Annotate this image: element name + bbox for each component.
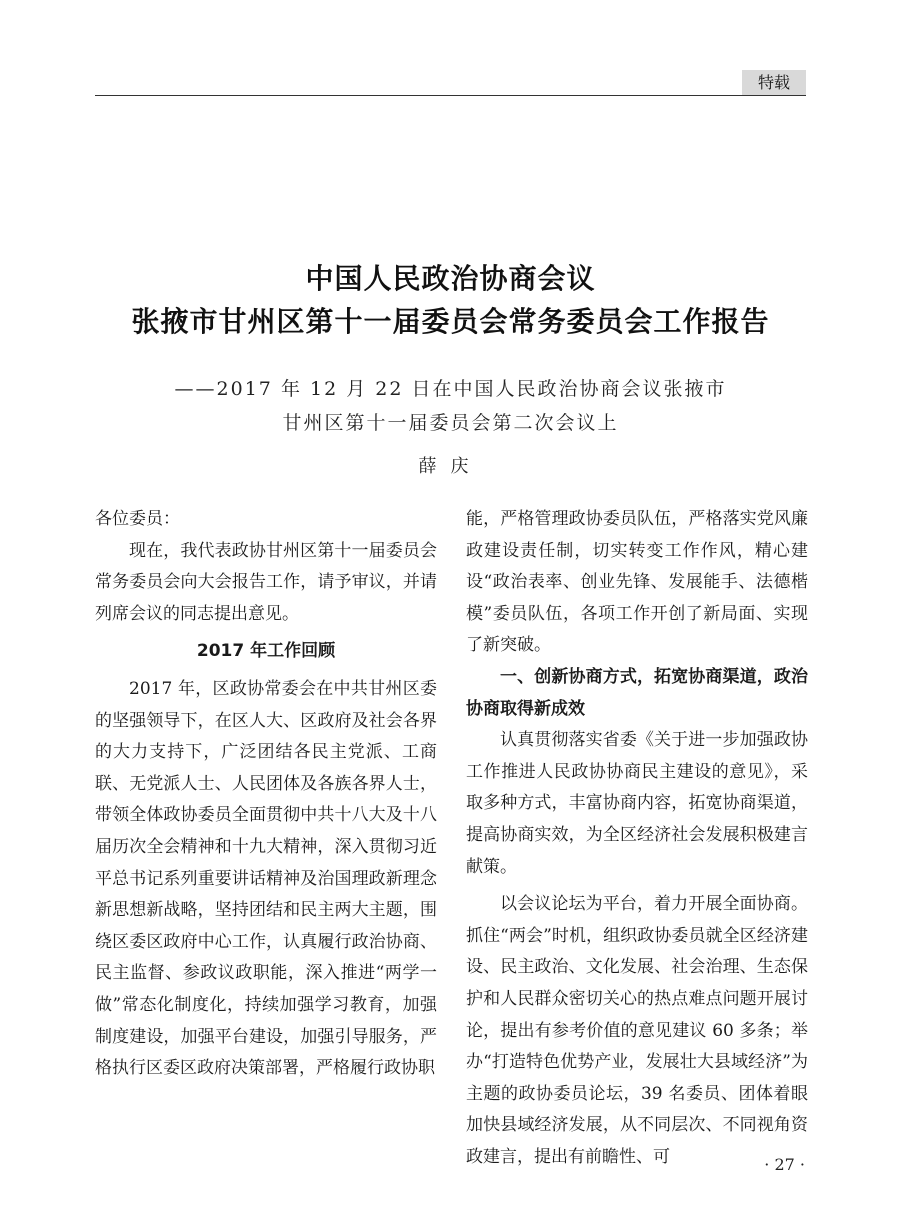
paragraph-1: 认真贯彻落实省委《关于进一步加强政协工作推进人民政协协商民主建设的意见》，采取多种方式，丰富协商内容，拓宽协商渠道，提高协商实效，为全区经济社会发展积极建言献策。: [466, 730, 808, 877]
subheading-1: 一、创新协商方式，拓宽协商渠道，政治协商取得新成效: [466, 666, 808, 719]
header-rule: [95, 95, 806, 96]
article-title-line1: 中国人民政治协商会议: [305, 262, 596, 295]
article-title-line2: 张掖市甘州区第十一届委员会常务委员会工作报告: [131, 305, 770, 338]
article-subtitle-line1: ——2017 年 12 月 22 日在中国人民政治协商会议张掖市: [174, 378, 727, 400]
section-heading: 2017 年工作回顾: [196, 641, 336, 662]
section-tag: 特载: [742, 70, 806, 96]
review-paragraph-continued: 能，严格管理政协委员队伍，严格落实党风廉政建设责任制，切实转变工作作风，精心建设“政治表率、创业先锋、发展能手、法德楷模”委员队伍，各项工作开创了新局面、实现了新突破。: [466, 509, 808, 656]
review-paragraph: 2017 年，区政协常委会在中共甘州区委的坚强领导下，在区人大、区政府及社会各界的大力支持下，广泛团结各民主党派、工商联、无党派人士、人民团体及各族各界人士，带领全体政协委员全面贯彻中共十八大及十八届历次全会精神和十九大精神，深入贯彻习近平总书记系列重要讲话精神及治国理政新理念新思想新战略，坚持团结和民主两大主题，围绕区委区政府中心工作，认真履行政治协商、民主监督、参政议政职能，深入推进“两学一做”常态化制度化，持续加强学习教育，加强制度建设，加强平台建设，加强引导服务，严格执行区委区政府决策部署，严格履行政协职: [95, 678, 437, 1079]
article-subtitle-line2: 甘州区第十一届委员会第二次会议上: [282, 412, 619, 434]
body-column-left: [95, 504, 437, 1085]
article-author: 薛庆: [418, 456, 483, 477]
salutation: 各位委员：: [95, 509, 180, 529]
page-number: · 27 ·: [764, 1155, 805, 1174]
intro-paragraph: 现在，我代表政协甘州区第十一届委员会常务委员会向大会报告工作，请予审议，并请列席会议的同志提出意见。: [95, 540, 437, 624]
body-column-right: [466, 504, 808, 1173]
paragraph-2: 以会议论坛为平台，着力开展全面协商。抓住“两会”时机，组织政协委员就全区经济建设、民主政治、文化发展、社会治理、生态保护和人民群众密切关心的热点难点问题开展讨论，提出有参考价值的意见建议 60 多条；举办“打造特色优势产业，发展壮大县域经济”为主题的政协委员论坛，39 名委员、团体着眼加快县域经济发展，从不同层次、不同视角资政建言，提出有前瞻性、可: [466, 894, 808, 1167]
